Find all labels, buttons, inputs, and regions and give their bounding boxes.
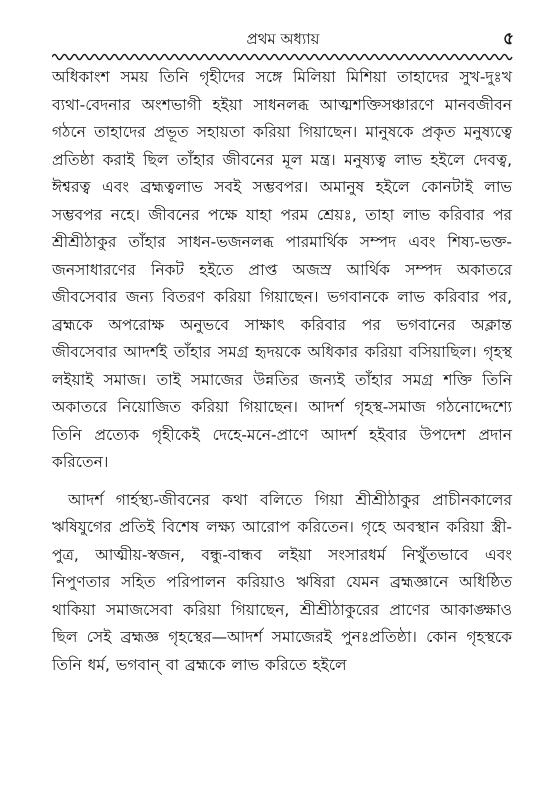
wavy-line (52, 55, 512, 60)
chapter-title: প্রথম অধ্যায় (246, 30, 320, 48)
paragraph-2: আদর্শ গার্হস্থ্য-জীবনের কথা বলিতে গিয়া শ্রীশ্রীঠাকুর প্রাচীনকালের ঋষিযুগের প্রতিই বিশেষ লক্ষ্য আরোপ করিতেন। গৃহে অবস্থান করিয়া স্ত্রী-পুত্র, আত্মীয়-স্বজন, বন্ধু-বান্ধব লইয়া সংসারধর্ম নিখুঁতভাবে এবং নিপুণতার সহিত পরিপালন করিয়াও ঋষিরা যেমন ব্রহ্মজ্ঞানে অধিষ্ঠিত থাকিয়া সমাজসেবা করিয়া গিয়াছেন, শ্রীশ্রীঠাকুরের প্রাণের আকাঙ্ক্ষাও ছিল সেই ব্রহ্মজ্ঞ গৃহস্থের—আদর্শ সমাজেরই পুনঃপ্রতিষ্ঠা। কোন গৃহস্থকে তিনি ধর্ম, ভগবান্ বা ব্রহ্মকে লাভ করিতে হইলে (52, 490, 512, 674)
page-number: ৫ (502, 29, 514, 49)
decorative-wavy-rule (52, 52, 514, 62)
paragraph-1: অধিকাংশ সময় তিনি গৃহীদের সঙ্গে মিলিয়া মিশিয়া তাহাদের সুখ-দুঃখ ব্যথা-বেদনার অংশভাগী হইয়া সাধনলব্ধ আত্মশক্তিসঞ্চারণে মানবজীবন গঠনে তাহাদের প্রভূত সহায়তা করিয়া গিয়াছেন। মানুষকে প্রকৃত মনুষ্যত্বে প্রতিষ্ঠা করাই ছিল তাঁহার জীবনের মূল মন্ত্র। মনুষ্যত্ব লাভ হইলে দেবত্ব, ঈশ্বরত্ব এবং ব্রহ্মত্বলাভ সবই সম্ভবপর। অমানুষ হইলে কোনটাই লাভ সম্ভবপর নহে। জীবনের পক্ষে যাহা পরম শ্রেয়ঃ, তাহা লাভ করিবার পর শ্রীশ্রীঠাকুর তাঁহার সাধন-ভজনলব্ধ পারমার্থিক সম্পদ এবং শিষ্য-ভক্ত-জনসাধারণের নিকট হইতে প্রাপ্ত অজস্র আর্থিক সম্পদ অকাতরে জীবসেবার জন্য বিতরণ করিয়া গিয়াছেন। ভগবানকে লাভ করিবার পর, ব্রহ্মকে অপরোক্ষ অনুভবে সাক্ষাৎ করিবার পর ভগবানের অক্লান্ত জীবসেবার আদর্শই তাঁহার সমগ্র হৃদয়কে অধিকার করিয়া বসিয়াছিল। গৃহস্থ লইয়াই সমাজ। তাই সমাজের উন্নতির জন্যই তাঁহার সমগ্র শক্তি তিনি অকাতরে নিয়োজিত করিয়া গিয়াছেন। আদর্শ গৃহস্থ-সমাজ গঠনোদ্দেশ্যে তিনি প্রত্যেক গৃহীকেই দেহে-মনে-প্রাণে আদর্শ হইবার উপদেশ প্রদান করিতেন। (52, 68, 512, 471)
page-header (52, 26, 514, 50)
body-text (52, 64, 512, 679)
